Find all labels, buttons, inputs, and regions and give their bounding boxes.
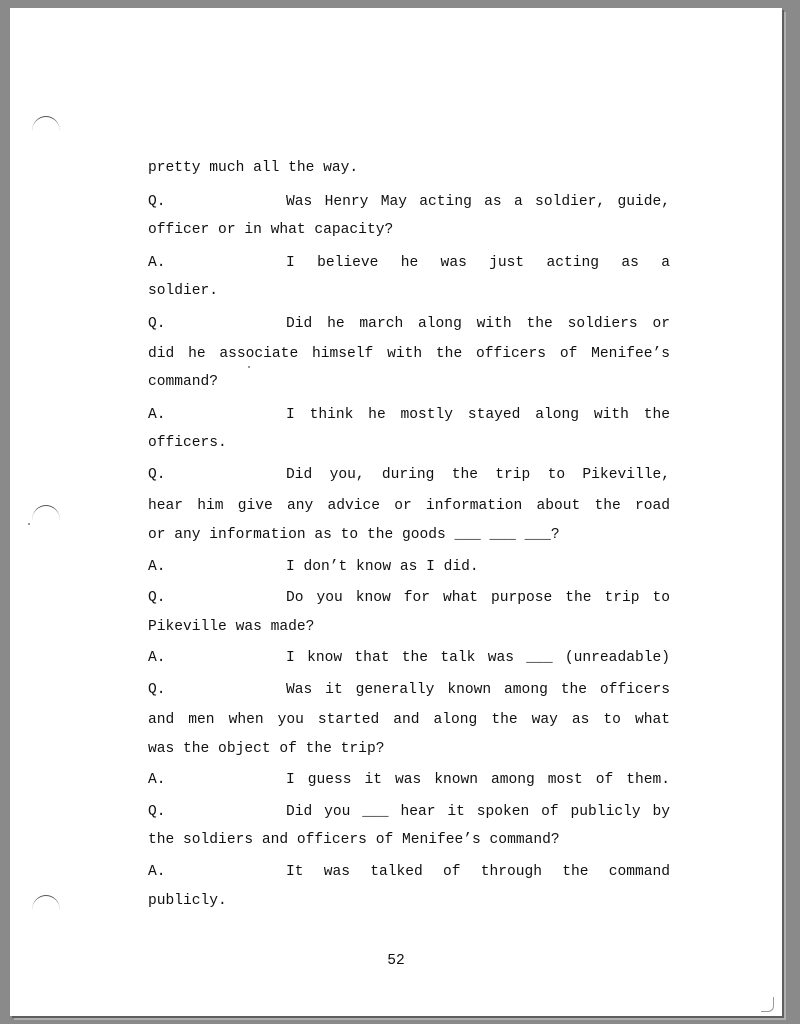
answer-label: A. xyxy=(148,407,166,423)
document-page xyxy=(10,8,782,1016)
continuation-line xyxy=(148,220,670,240)
answer-line xyxy=(148,770,670,790)
continuation-line xyxy=(148,739,670,759)
continuation-line xyxy=(148,891,670,911)
line-text: I don’t know as I did. xyxy=(286,559,479,575)
line-text: Did you ___ hear it spoken of publicly by xyxy=(286,804,670,820)
continuation-line xyxy=(148,281,670,301)
line-text: hear him give any advice or information about the road xyxy=(148,498,670,514)
question-line xyxy=(148,192,670,212)
punch-hole-mark xyxy=(32,505,60,520)
answer-label: A. xyxy=(148,255,166,271)
question-line xyxy=(148,802,670,822)
answer-line xyxy=(148,253,670,273)
question-line xyxy=(148,680,670,700)
line-text: officers. xyxy=(148,435,227,451)
answer-line xyxy=(148,557,670,577)
punch-hole-mark xyxy=(32,116,60,131)
scan-speck xyxy=(248,366,250,368)
continuation-line xyxy=(148,344,670,364)
line-text: Was Henry May acting as a soldier, guide, xyxy=(286,194,670,210)
answer-label: A. xyxy=(148,650,166,666)
line-text: Do you know for what purpose the trip to xyxy=(286,590,670,606)
question-label: Q. xyxy=(148,467,166,483)
line-text: pretty much all the way. xyxy=(148,160,359,176)
line-text: Did he march along with the soldiers or xyxy=(286,316,670,332)
continuation-line xyxy=(148,710,670,730)
punch-hole-mark xyxy=(32,895,60,910)
answer-label: A. xyxy=(148,559,166,575)
question-line xyxy=(148,588,670,608)
line-text: I believe he was just acting as a xyxy=(286,255,670,271)
answer-label: A. xyxy=(148,864,166,880)
continuation-line xyxy=(148,830,670,850)
continuation-line xyxy=(148,433,670,453)
answer-label: A. xyxy=(148,772,166,788)
continuation-line xyxy=(148,617,670,637)
line-text: officer or in what capacity? xyxy=(148,222,394,238)
continuation-line xyxy=(148,525,670,545)
question-line xyxy=(148,314,670,334)
answer-line xyxy=(148,862,670,882)
page-edge-curl xyxy=(761,997,774,1012)
question-label: Q. xyxy=(148,590,166,606)
line-text: I guess it was known among most of them. xyxy=(286,772,670,788)
line-text: and men when you started and along the way as to what xyxy=(148,712,670,728)
question-label: Q. xyxy=(148,316,166,332)
line-text: It was talked of through the command xyxy=(286,864,670,880)
line-text: I think he mostly stayed along with the xyxy=(286,407,670,423)
line-text: Did you, during the trip to Pikeville, xyxy=(286,467,670,483)
continuation-line xyxy=(148,372,670,392)
question-label: Q. xyxy=(148,804,166,820)
page-number: 52 xyxy=(387,953,405,969)
line-text: I know that the talk was ___ (unreadable) xyxy=(286,650,670,666)
line-text: was the object of the trip? xyxy=(148,741,385,757)
continuation-line xyxy=(148,496,670,516)
scan-speck xyxy=(28,523,30,525)
line-text: soldier. xyxy=(148,283,219,299)
line-text: Pikeville was made? xyxy=(148,619,315,635)
line-text: publicly. xyxy=(148,893,227,909)
question-line xyxy=(148,465,670,485)
answer-line xyxy=(148,405,670,425)
line-text: did he associate himself with the officers of Menifee’s xyxy=(148,346,670,362)
question-label: Q. xyxy=(148,194,166,210)
line-text: Was it generally known among the officers xyxy=(286,682,670,698)
answer-line xyxy=(148,648,670,668)
question-label: Q. xyxy=(148,682,166,698)
line-text: the soldiers and officers of Menifee’s command? xyxy=(148,832,560,848)
continuation-line xyxy=(148,158,670,178)
line-text: command? xyxy=(148,374,219,390)
line-text: or any information as to the goods ___ ___ ___? xyxy=(148,527,560,543)
